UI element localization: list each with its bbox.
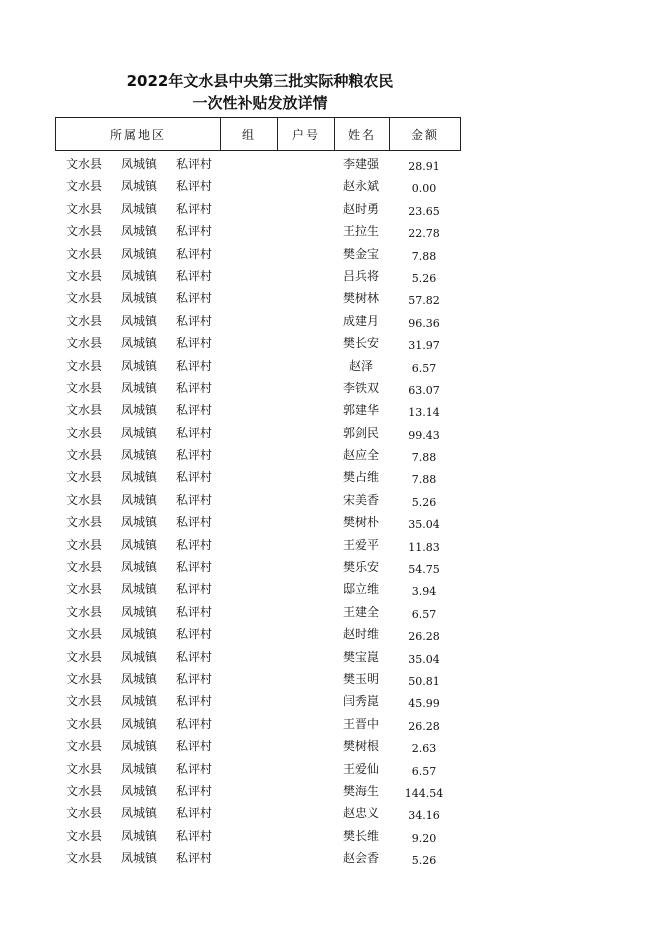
cell-name: 王晋中	[342, 716, 379, 731]
cell-village: 私评村	[176, 716, 213, 731]
cell-amount: 5.26	[411, 271, 437, 285]
cell-village: 私评村	[176, 851, 213, 866]
cell-county: 文水县	[66, 291, 103, 306]
cell-town: 凤城镇	[121, 761, 158, 776]
cell-amount: 26.28	[408, 719, 440, 733]
cell-village: 私评村	[176, 179, 213, 194]
cell-county: 文水县	[66, 537, 103, 552]
cell-amount: 22.78	[408, 227, 440, 241]
cell-village: 私评村	[176, 515, 213, 530]
table-row	[0, 443, 662, 465]
cell-county: 文水县	[66, 739, 103, 754]
cell-village: 私评村	[176, 828, 213, 843]
cell-amount: 35.04	[408, 518, 440, 532]
table-row	[0, 600, 662, 622]
cell-village: 私评村	[176, 582, 213, 597]
cell-name: 李建强	[342, 157, 379, 171]
cell-county: 文水县	[66, 851, 103, 866]
cell-name: 成建月	[342, 313, 379, 328]
cell-village: 私评村	[176, 627, 213, 642]
cell-town: 凤城镇	[121, 425, 158, 440]
table-row	[0, 465, 662, 487]
cell-name: 赵会香	[342, 851, 379, 866]
table-row	[0, 197, 662, 219]
cell-name: 樊长维	[342, 828, 379, 843]
cell-county: 文水县	[66, 246, 103, 261]
cell-county: 文水县	[66, 783, 103, 798]
table-row	[0, 286, 662, 308]
cell-name: 郭剑民	[342, 425, 379, 440]
cell-name: 樊乐安	[342, 560, 379, 575]
cell-village: 私评村	[176, 761, 213, 776]
table-row	[0, 510, 662, 532]
cell-town: 凤城镇	[121, 157, 158, 171]
cell-name: 宋美香	[342, 492, 379, 507]
cell-town: 凤城镇	[121, 604, 158, 619]
cell-village: 私评村	[176, 313, 213, 328]
cell-name: 樊树林	[342, 291, 379, 306]
header-region: 所属地区	[56, 118, 221, 150]
cell-amount: 23.65	[408, 204, 440, 218]
table-row	[0, 712, 662, 734]
cell-amount: 6.57	[411, 764, 437, 778]
table-row	[0, 555, 662, 577]
cell-town: 凤城镇	[121, 492, 158, 507]
cell-name: 邸立维	[342, 582, 379, 597]
table-row	[0, 645, 662, 667]
cell-name: 樊树根	[342, 739, 379, 754]
cell-village: 私评村	[176, 425, 213, 440]
cell-town: 凤城镇	[121, 851, 158, 866]
table-row	[0, 488, 662, 510]
table-row	[0, 801, 662, 823]
table-row	[0, 622, 662, 644]
cell-county: 文水县	[66, 470, 103, 485]
cell-amount: 6.57	[411, 361, 437, 375]
cell-amount: 11.83	[408, 540, 440, 554]
cell-village: 私评村	[176, 649, 213, 664]
cell-village: 私评村	[176, 358, 213, 373]
cell-town: 凤城镇	[121, 828, 158, 843]
cell-amount: 9.20	[411, 831, 437, 845]
cell-village: 私评村	[176, 783, 213, 798]
cell-town: 凤城镇	[121, 537, 158, 552]
cell-town: 凤城镇	[121, 313, 158, 328]
cell-county: 文水县	[66, 358, 103, 373]
cell-name: 樊树朴	[342, 515, 379, 530]
cell-amount: 99.43	[408, 428, 440, 442]
cell-town: 凤城镇	[121, 806, 158, 821]
cell-village: 私评村	[176, 694, 213, 709]
cell-county: 文水县	[66, 694, 103, 709]
cell-village: 私评村	[176, 739, 213, 754]
cell-village: 私评村	[176, 671, 213, 686]
cell-town: 凤城镇	[121, 515, 158, 530]
cell-name: 樊金宝	[342, 246, 379, 261]
cell-amount: 63.07	[408, 383, 440, 397]
table-row	[0, 824, 662, 846]
cell-name: 李铁双	[342, 380, 379, 395]
cell-name: 王拉生	[342, 224, 379, 239]
cell-village: 私评村	[176, 537, 213, 552]
cell-amount: 28.91	[408, 160, 440, 173]
document-subtitle: 一次性补贴发放详情	[192, 94, 328, 112]
cell-town: 凤城镇	[121, 627, 158, 642]
cell-name: 樊海生	[342, 783, 379, 798]
document-title: 2022年文水县中央第三批实际种粮农民	[126, 72, 394, 90]
table-row	[0, 376, 662, 398]
table-header	[55, 117, 461, 151]
table-row	[0, 309, 662, 331]
table-row	[0, 152, 662, 174]
cell-county: 文水县	[66, 828, 103, 843]
table-row	[0, 264, 662, 286]
cell-county: 文水县	[66, 336, 103, 351]
cell-town: 凤城镇	[121, 358, 158, 373]
cell-name: 王建全	[342, 604, 379, 619]
cell-amount: 50.81	[408, 674, 440, 688]
cell-county: 文水县	[66, 806, 103, 821]
cell-town: 凤城镇	[121, 268, 158, 283]
cell-village: 私评村	[176, 403, 213, 418]
cell-county: 文水县	[66, 224, 103, 239]
cell-county: 文水县	[66, 313, 103, 328]
cell-amount: 96.36	[408, 316, 440, 330]
cell-town: 凤城镇	[121, 336, 158, 351]
header-household: 户号	[278, 118, 335, 150]
cell-amount: 7.88	[411, 473, 437, 487]
cell-name: 闫秀崑	[342, 694, 379, 709]
cell-name: 赵永斌	[342, 179, 379, 194]
table-row	[0, 242, 662, 264]
cell-amount: 7.88	[411, 249, 437, 263]
cell-county: 文水县	[66, 201, 103, 216]
cell-town: 凤城镇	[121, 671, 158, 686]
cell-town: 凤城镇	[121, 470, 158, 485]
cell-village: 私评村	[176, 470, 213, 485]
cell-town: 凤城镇	[121, 739, 158, 754]
cell-county: 文水县	[66, 157, 103, 171]
cell-name: 樊占维	[342, 470, 379, 485]
cell-county: 文水县	[66, 671, 103, 686]
cell-county: 文水县	[66, 560, 103, 575]
cell-village: 私评村	[176, 201, 213, 216]
cell-town: 凤城镇	[121, 291, 158, 306]
cell-town: 凤城镇	[121, 716, 158, 731]
table-row	[0, 779, 662, 801]
table-row	[0, 331, 662, 353]
cell-county: 文水县	[66, 716, 103, 731]
cell-town: 凤城镇	[121, 649, 158, 664]
cell-amount: 144.54	[404, 786, 444, 800]
table-row	[0, 846, 662, 868]
cell-amount: 31.97	[408, 339, 440, 353]
cell-name: 郭建华	[342, 403, 379, 418]
cell-town: 凤城镇	[121, 560, 158, 575]
table-row	[0, 174, 662, 196]
cell-county: 文水县	[66, 425, 103, 440]
header-name: 姓名	[335, 118, 390, 150]
cell-amount: 26.28	[408, 630, 440, 644]
cell-amount: 2.63	[411, 742, 437, 756]
cell-amount: 57.82	[408, 294, 440, 308]
cell-town: 凤城镇	[121, 582, 158, 597]
cell-town: 凤城镇	[121, 783, 158, 798]
cell-village: 私评村	[176, 448, 213, 463]
cell-name: 赵泽	[348, 358, 373, 373]
cell-county: 文水县	[66, 448, 103, 463]
cell-county: 文水县	[66, 649, 103, 664]
table-row	[0, 219, 662, 241]
cell-town: 凤城镇	[121, 694, 158, 709]
cell-village: 私评村	[176, 380, 213, 395]
cell-village: 私评村	[176, 268, 213, 283]
cell-name: 樊宝崑	[342, 649, 379, 664]
cell-amount: 3.94	[411, 585, 437, 599]
table-row	[0, 421, 662, 443]
cell-town: 凤城镇	[121, 224, 158, 239]
cell-town: 凤城镇	[121, 380, 158, 395]
cell-village: 私评村	[176, 157, 213, 171]
cell-amount: 6.57	[411, 607, 437, 621]
table-row	[0, 533, 662, 555]
cell-county: 文水县	[66, 604, 103, 619]
cell-amount: 5.26	[411, 854, 437, 868]
cell-amount: 0.00	[411, 182, 437, 196]
cell-village: 私评村	[176, 604, 213, 619]
cell-town: 凤城镇	[121, 246, 158, 261]
cell-name: 赵应全	[342, 448, 379, 463]
cell-amount: 13.14	[408, 406, 440, 420]
table-row	[0, 398, 662, 420]
table-row	[0, 757, 662, 779]
cell-name: 赵忠义	[342, 806, 379, 821]
cell-county: 文水县	[66, 268, 103, 283]
cell-county: 文水县	[66, 380, 103, 395]
table-row	[0, 354, 662, 376]
cell-town: 凤城镇	[121, 448, 158, 463]
cell-amount: 35.04	[408, 652, 440, 666]
cell-county: 文水县	[66, 761, 103, 776]
cell-amount: 34.16	[408, 809, 440, 823]
cell-name: 樊长安	[342, 336, 379, 351]
cell-county: 文水县	[66, 492, 103, 507]
cell-town: 凤城镇	[121, 201, 158, 216]
cell-amount: 5.26	[411, 495, 437, 509]
cell-town: 凤城镇	[121, 179, 158, 194]
cell-amount: 54.75	[408, 563, 440, 577]
cell-village: 私评村	[176, 336, 213, 351]
cell-name: 吕兵将	[342, 268, 379, 283]
cell-name: 王爱仙	[342, 761, 379, 776]
cell-town: 凤城镇	[121, 403, 158, 418]
cell-amount: 7.88	[411, 451, 437, 465]
cell-name: 樊玉明	[342, 671, 379, 686]
table-row	[0, 689, 662, 711]
cell-village: 私评村	[176, 560, 213, 575]
cell-village: 私评村	[176, 291, 213, 306]
cell-amount: 45.99	[408, 697, 440, 711]
table-row	[0, 734, 662, 756]
cell-village: 私评村	[176, 492, 213, 507]
cell-county: 文水县	[66, 627, 103, 642]
header-amount: 金额	[410, 127, 439, 142]
cell-village: 私评村	[176, 246, 213, 261]
cell-name: 赵时维	[342, 627, 379, 642]
cell-village: 私评村	[176, 806, 213, 821]
cell-county: 文水县	[66, 582, 103, 597]
header-group: 组	[221, 118, 278, 150]
table-row	[0, 577, 662, 599]
cell-village: 私评村	[176, 224, 213, 239]
cell-name: 王爱平	[342, 537, 379, 552]
cell-name: 赵时勇	[342, 201, 379, 216]
cell-county: 文水县	[66, 179, 103, 194]
cell-county: 文水县	[66, 515, 103, 530]
table-body	[0, 152, 662, 869]
table-row	[0, 667, 662, 689]
cell-county: 文水县	[66, 403, 103, 418]
